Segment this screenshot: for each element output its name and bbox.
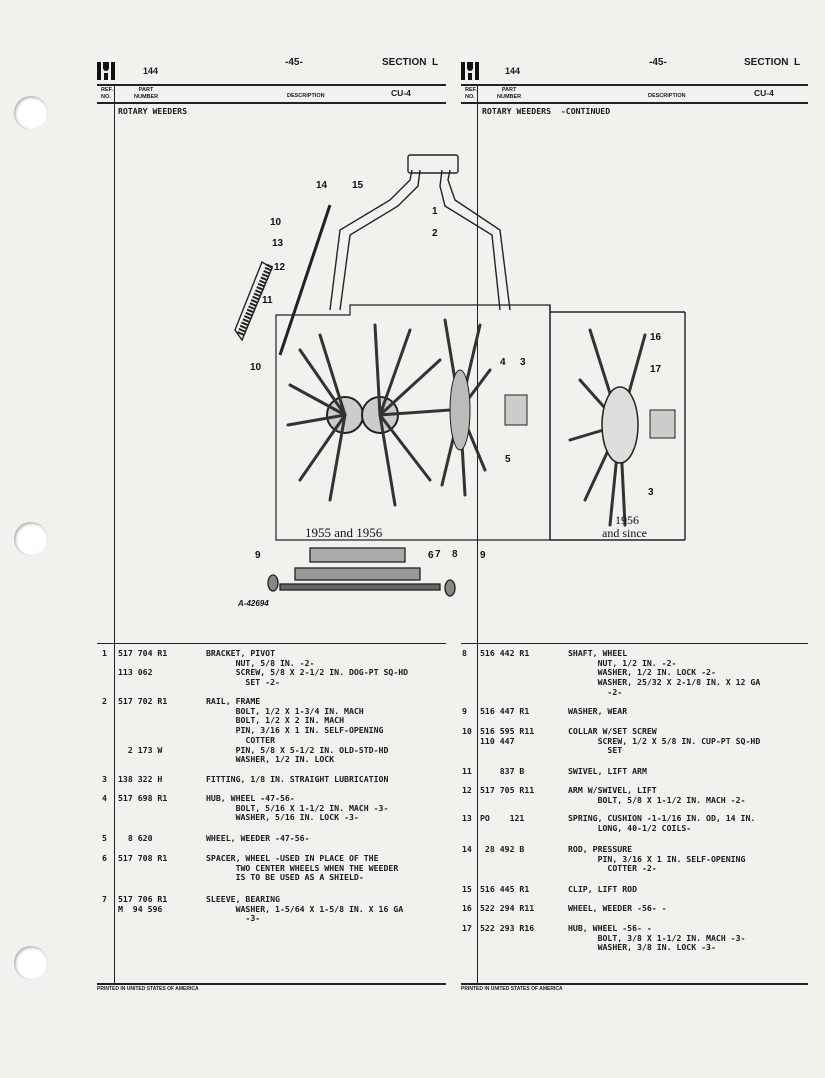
ref-number: 2 (102, 696, 107, 706)
part-description: RAIL, FRAME (206, 696, 261, 706)
part-description: PIN, 3/16 X 1 IN. SELF-OPENING (568, 853, 746, 864)
parts-illustration (180, 140, 700, 620)
part-description: WASHER, WEAR (568, 706, 628, 716)
section-label-right: SECTION L (744, 57, 801, 68)
part-number-header-right: PART NUMBER (497, 87, 522, 100)
part-number: 517 702 R1 (118, 696, 168, 706)
ref-number: 3 (102, 774, 107, 784)
callout-12: 12 (274, 262, 286, 273)
part-number: 110 447 (480, 735, 515, 746)
callout-1: 1 (432, 206, 438, 217)
model-number-left: 144 (143, 66, 159, 76)
parts-list-left (102, 648, 447, 978)
cu-code-left: CU-4 (391, 88, 411, 98)
part-description: HUB, WHEEL -47-56- (206, 793, 295, 803)
part-number: 516 442 R1 (480, 648, 530, 658)
part-description: SCREW, 5/8 X 2-1/2 IN. DOG-PT SQ-HD (206, 667, 409, 678)
ref-number: 15 (462, 884, 472, 894)
part-description: CLIP, LIFT ROD (568, 884, 638, 894)
part-description: FITTING, 1/8 IN. STRAIGHT LUBRICATION (206, 774, 389, 784)
callout-16: 16 (650, 332, 662, 343)
callout-8: 8 (452, 549, 458, 560)
part-description: SCREW, 1/2 X 5/8 IN. CUP-PT SQ-HD (568, 735, 761, 746)
callout-3-right: 3 (648, 487, 654, 498)
ih-logo-left (97, 62, 115, 80)
ref-number: 6 (102, 853, 107, 863)
callout-9-right: 9 (480, 550, 486, 561)
ref-number: 12 (462, 785, 472, 795)
part-description: HUB, WHEEL -56- - (568, 923, 652, 933)
part-description: SPRING, CUSHION -1-1/16 IN. OD, 14 IN. (568, 813, 756, 823)
part-number: M 94 596 (118, 903, 163, 914)
part-description: BOLT, 5/8 X 1-1/2 IN. MACH -2- (568, 794, 746, 805)
part-number: 522 294 R11 (480, 903, 535, 913)
ref-no-header-left: REF. NO. (101, 87, 113, 100)
group-title-left: ROTARY WEEDERS (118, 106, 188, 116)
part-description: -3- (206, 913, 261, 924)
part-description: LONG, 40-1/2 COILS- (568, 822, 692, 833)
ref-number: 5 (102, 833, 107, 843)
callout-3: 3 (520, 357, 526, 368)
part-description: SPACER, WHEEL -USED IN PLACE OF THE (206, 853, 379, 863)
label-and-since: and since (602, 526, 647, 540)
callout-9-left: 9 (255, 550, 261, 561)
part-description: SHAFT, WHEEL (568, 648, 628, 658)
callout-13: 13 (272, 238, 284, 249)
part-description: PIN, 5/8 X 5-1/2 IN. OLD-STD-HD (206, 744, 389, 755)
part-number: 516 595 R11 (480, 726, 535, 736)
section-label-left: SECTION L (382, 57, 439, 68)
part-description: WASHER, 25/32 X 2-1/8 IN. X 12 GA (568, 677, 761, 688)
page-number-left: -45- (285, 57, 303, 68)
part-number: 8 620 (118, 833, 153, 843)
part-description: BRACKET, PIVOT (206, 648, 276, 658)
ref-no-header-right: REF. NO. (465, 87, 477, 100)
part-number: 517 698 R1 (118, 793, 168, 803)
part-description: BOLT, 1/2 X 2 IN. MACH (206, 715, 345, 726)
part-number: 517 708 R1 (118, 853, 168, 863)
ih-logo-right (461, 62, 479, 80)
part-description: WHEEL, WEEDER -56- - (568, 903, 667, 913)
part-description: BOLT, 1/2 X 1-3/4 IN. MACH (206, 705, 364, 716)
ref-number: 10 (462, 726, 472, 736)
part-description: -2- (568, 686, 623, 697)
part-description: COLLAR W/SET SCREW (568, 726, 657, 736)
page-number-right: -45- (649, 57, 667, 68)
part-description: WASHER, 3/8 IN. LOCK -3- (568, 942, 716, 953)
part-description: BOLT, 3/8 X 1-1/2 IN. MACH -3- (568, 932, 746, 943)
part-description: PIN, 3/16 X 1 IN. SELF-OPENING (206, 725, 384, 736)
group-title-right: ROTARY WEEDERS -CONTINUED (482, 106, 611, 116)
part-description: WASHER, 1/2 IN. LOCK (206, 754, 335, 765)
part-number: 28 492 B (480, 844, 525, 854)
part-number: 517 706 R1 (118, 894, 168, 904)
part-number-header-left: PART NUMBER (134, 87, 159, 100)
part-number: 2 173 W (118, 744, 163, 755)
part-number: 517 704 R1 (118, 648, 168, 658)
part-description: WASHER, 1-5/64 X 1-5/8 IN. X 16 GA (206, 903, 404, 914)
ref-number: 17 (462, 923, 472, 933)
callout-4: 4 (500, 357, 506, 368)
punch-hole-top (14, 96, 48, 130)
ref-number: 4 (102, 793, 107, 803)
part-description: NUT, 5/8 IN. -2- (206, 657, 315, 668)
callout-6: 6 (428, 550, 434, 561)
drawing-number: A-42694 (238, 599, 269, 608)
label-1956: 1956 (615, 513, 639, 527)
callout-5: 5 (505, 454, 511, 465)
ref-number: 8 (462, 648, 467, 658)
ref-number: 7 (102, 894, 107, 904)
part-description: TWO CENTER WHEELS WHEN THE WEEDER (206, 862, 399, 873)
description-header-right: DESCRIPTION (648, 93, 686, 99)
footer-right: PRINTED IN UNITED STATES OF AMERICA (461, 986, 563, 992)
part-description: COTTER -2- (568, 863, 657, 874)
parts-list-right (462, 648, 807, 978)
part-description: WASHER, 1/2 IN. LOCK -2- (568, 667, 716, 678)
description-header-left: DESCRIPTION (287, 93, 325, 99)
part-description: SET (568, 745, 623, 756)
footer-left: PRINTED IN UNITED STATES OF AMERICA (97, 986, 199, 992)
part-description: ROD, PRESSURE (568, 844, 633, 854)
part-description: BOLT, 5/16 X 1-1/2 IN. MACH -3- (206, 802, 389, 813)
callout-10: 10 (250, 362, 262, 373)
part-number: 522 293 R16 (480, 923, 535, 933)
callout-17: 17 (650, 364, 662, 375)
callout-14: 14 (316, 180, 328, 191)
callout-15: 15 (352, 180, 364, 191)
callout-7: 7 (435, 549, 441, 560)
part-number: 516 445 R1 (480, 884, 530, 894)
part-number: PO 121 (480, 813, 525, 823)
part-description: WHEEL, WEEDER -47-56- (206, 833, 310, 843)
label-1955-1956: 1955 and 1956 (305, 525, 383, 540)
cu-code-right: CU-4 (754, 88, 774, 98)
ref-number: 16 (462, 903, 472, 913)
ref-number: 9 (462, 706, 467, 716)
part-description: SWIVEL, LIFT ARM (568, 766, 647, 776)
part-description: ARM W/SWIVEL, LIFT (568, 785, 657, 795)
part-number: 113 062 (118, 667, 153, 678)
part-description: NUT, 1/2 IN. -2- (568, 657, 677, 668)
part-number: 837 B (480, 766, 525, 776)
part-description: SET -2- (206, 677, 280, 688)
callout-11: 11 (262, 295, 273, 306)
ref-number: 11 (462, 766, 472, 776)
punch-hole-bottom (14, 946, 48, 980)
model-number-right: 144 (505, 66, 521, 76)
part-number: 517 705 R11 (480, 785, 535, 795)
ref-number: 13 (462, 813, 472, 823)
callout-2: 2 (432, 228, 438, 239)
part-description: SLEEVE, BEARING (206, 894, 280, 904)
part-number: 138 322 H (118, 774, 163, 784)
part-description: IS TO BE USED AS A SHIELD- (206, 872, 364, 883)
punch-hole-middle (14, 522, 48, 556)
part-number: 516 447 R1 (480, 706, 530, 716)
ref-number: 1 (102, 648, 107, 658)
ref-number: 14 (462, 844, 472, 854)
callout-10-top: 10 (270, 217, 282, 228)
part-description: WASHER, 5/16 IN. LOCK -3- (206, 812, 359, 823)
part-description: COTTER (206, 734, 276, 745)
